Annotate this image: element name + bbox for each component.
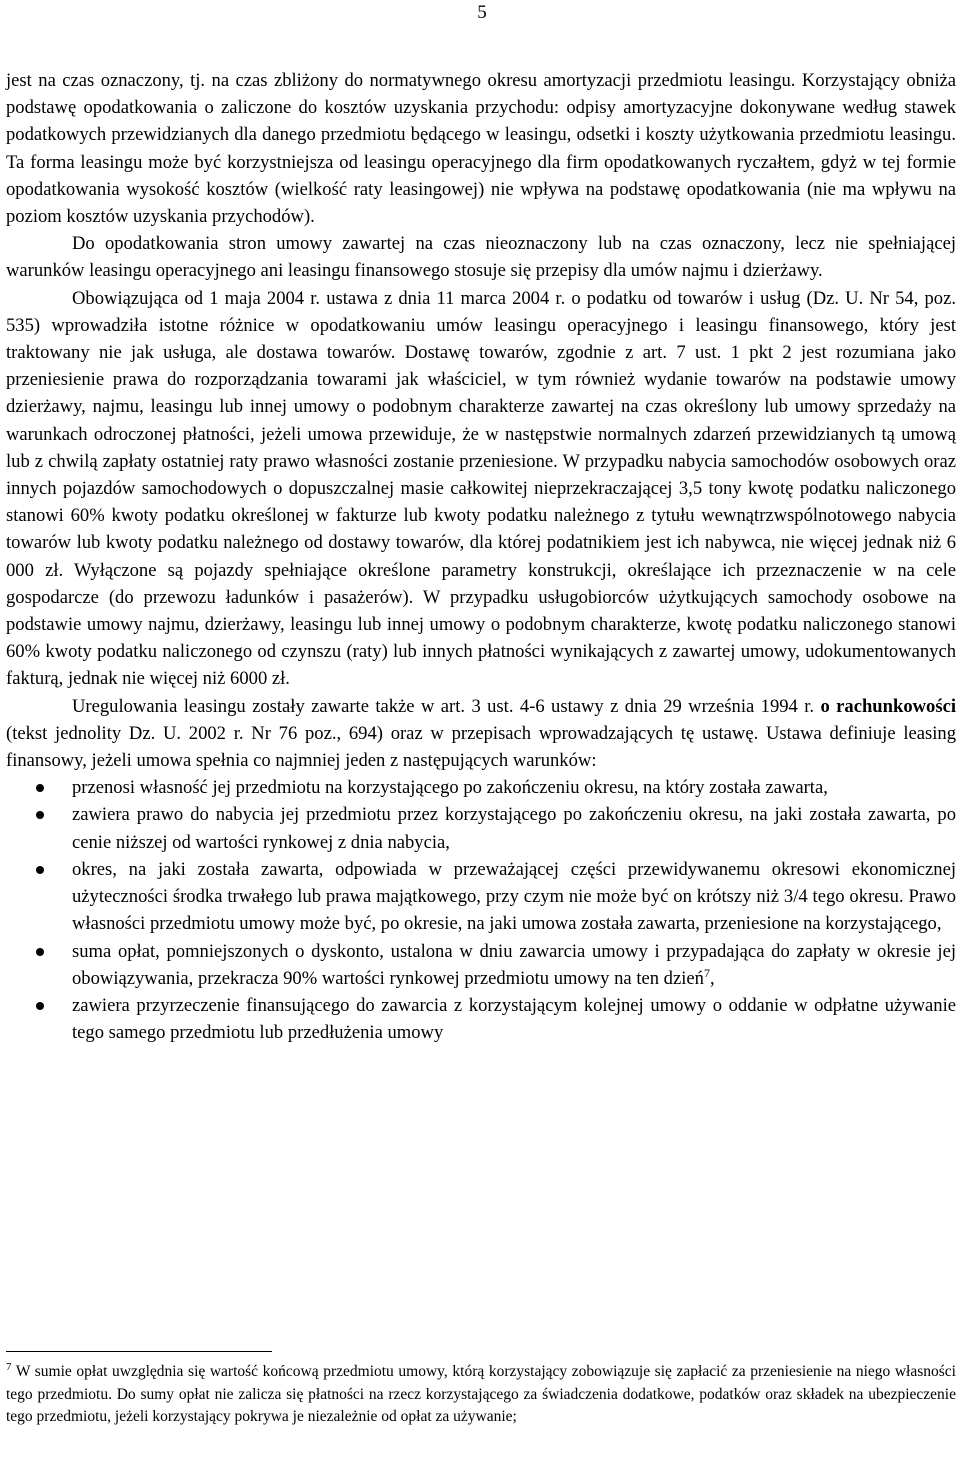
bullet-icon (36, 948, 44, 956)
footnote (6, 1361, 956, 1429)
list-item (6, 774, 956, 801)
bullet-icon (36, 784, 44, 792)
paragraph-2: Do opodatkowania stron umowy zawartej na czas nieoznaczony lub na czas oznaczony, lecz nie spełniającej warunków leasingu operacyjnego ani leasingu finansowego stosuje się przepisy dla umów najmu i dzierżawy. (6, 233, 956, 282)
list-item-text: okres, na jaki została zawarta, odpowiada w przeważającej części przewidywanemu okresowi ekonomicznej użyteczności środka trwałego lub prawa majątkowego, przy czym nie może być on krótszy niż 3/4 tego okresu. Prawo własności przedmiotu umowy może być, po okresie, na jaki umowa została zawarta, przeniesione na korzystającego, (72, 858, 956, 935)
paragraph-1: jest na czas oznaczony, tj. na czas zbliżony do normatywnego okresu amortyzacji przedmiotu leasingu. Korzystający obniża podstawę opodatkowania o zaliczone do kosztów uzyskania przychodu: odpisy amortyzacyjne dokonywane według stawek podatkowych przewidzianych dla danego przedmiotu będącego w leasingu, odsetki i koszty użytkowania przedmiotu leasingu. Ta forma leasingu może być korzystniejsza od leasingu operacyjnego dla firm opodatkowanych ryczałtem, gdyż w tej formie opodatkowania wysokość kosztów (wielkość raty leasingowej) nie wpływa na podstawę opodatkowania (nie ma wpływu na poziom kosztów uzyskania przychodów). (6, 70, 956, 228)
footnote-ref[interactable]: 7 (703, 965, 710, 980)
bullet-icon (36, 1002, 44, 1010)
conditions-list (6, 774, 956, 1046)
footnote-divider (6, 1351, 272, 1352)
list-item-text: przenosi własność jej przedmiotu na korzystającego po zakończeniu okresu, na który została zawarta, (72, 777, 828, 799)
bullet-icon (36, 811, 44, 819)
list-item-text: zawiera prawo do nabycia jej przedmiotu przez korzystającego po zakończeniu okresu, na jaki została zawarta, po cenie niższej od wartości rynkowej z dnia nabycia, (72, 804, 956, 853)
paragraph-4-text-end: (tekst jednolity Dz. U. 2002 r. Nr 76 poz., 694) oraz w przepisach wprowadzających tę ustawę. Ustawa definiuje leasing finansowy, jeżeli umowa spełnia co najmniej jeden z następujących warunków: (6, 722, 956, 772)
act-title: o rachunkowości (820, 695, 956, 717)
paragraph-3: Obowiązująca od 1 maja 2004 r. ustawa z dnia 11 marca 2004 r. o podatku od towarów i usług (Dz. U. Nr 54, poz. 535) wprowadziła istotne różnice w opodatkowaniu umów leasingu operacyjnego i leasingu finansowego, który jest traktowany nie jak usługa, ale dostawa towarów. Dostawę towarów, zgodnie z art. 7 ust. 1 pkt 2 jest rozumiana jako przeniesienie prawa do rozporządzania towarami jak właściciel, w tym również wydanie towarów na podstawie umowy dzierżawy, najmu, leasingu lub innej umowy o podobnym charakterze zawartej na czas określony lub umowy sprzedaży na warunkach odroczonej płatności, jeżeli umowa przewiduje, że w następstwie normalnych zdarzeń przewidzianych tą umową lub z chwilą zapłaty ostatniej raty prawo własności zostanie przeniesione. W przypadku nabycia samochodów osobowych oraz innych pojazdów samochodowych o dopuszczalnej masie całkowitej nieprzekraczającej 3,5 tony kwotę podatku naliczonego stanowi 60% kwoty podatku określonej w fakturze lub kwoty podatku należnego z tytułu wewnątrzwspólnotowego nabycia towarów lub kwoty podatku należnego od dostawy towarów, dla której podatnikiem jest ich nabywca, nie więcej jednak niż 6 000 zł. Wyłączone są pojazdy spełniające określone parametry konstrukcji, określające ich przeznaczenie w na cele gospodarcze (do przewozu ładunków i pasażerów). W przypadku usługobiorców użytkujących samochody osobowe na podstawie umowy najmu, dzierżawy, leasingu lub innej umowy o podobnym charakterze, kwotę podatku naliczonego stanowi 60% kwoty podatku naliczonego od czynszu (raty) lub innych płatności wynikających z zawartej umowy, udokumentowanych fakturą, jednak nie więcej niż 6000 zł. (6, 287, 956, 690)
list-item-text: suma opłat, pomniejszonych o dyskonto, ustalona w dniu zawarcia umowy i przypadająca do zapłaty w okresie jej obowiązywania, przekracza 90% wartości rynkowej przedmiotu umowy na ten dzień (72, 940, 956, 989)
footnote-text: W sumie opłat uwzględnia się wartość końcową przedmiotu umowy, którą korzystający zobowiązuje się zapłacić za przeniesienie na niego własności tego przedmiotu. Do sumy opłat nie zalicza się płatności na rzecz korzystającego za świadczenia dodatkowe, podatków oraz składek na ubezpieczenie tego przedmiotu, jeżeli korzystający pokrywa je niezależnie od opłat za używanie; (6, 1363, 956, 1426)
list-item-text: zawiera przyrzeczenie finansującego do zawarcia z korzystającym kolejnej umowy o oddanie w odpłatne używanie tego samego przedmiotu lub przedłużenia umowy (72, 994, 956, 1044)
list-item (6, 856, 956, 938)
paragraph-4 (6, 693, 956, 775)
paragraph-4-text: Uregulowania leasingu zostały zawarte także w art. 3 ust. 4-6 ustawy z dnia 29 września 1994 r. (72, 695, 821, 717)
list-item (6, 992, 956, 1046)
bullet-icon (36, 866, 44, 874)
list-item-tail: , (709, 967, 715, 989)
list-item (6, 938, 956, 992)
footnote-number: 7 (6, 1360, 12, 1373)
page-number: 5 (477, 2, 487, 23)
document-body (6, 67, 956, 1046)
list-item (6, 801, 956, 855)
